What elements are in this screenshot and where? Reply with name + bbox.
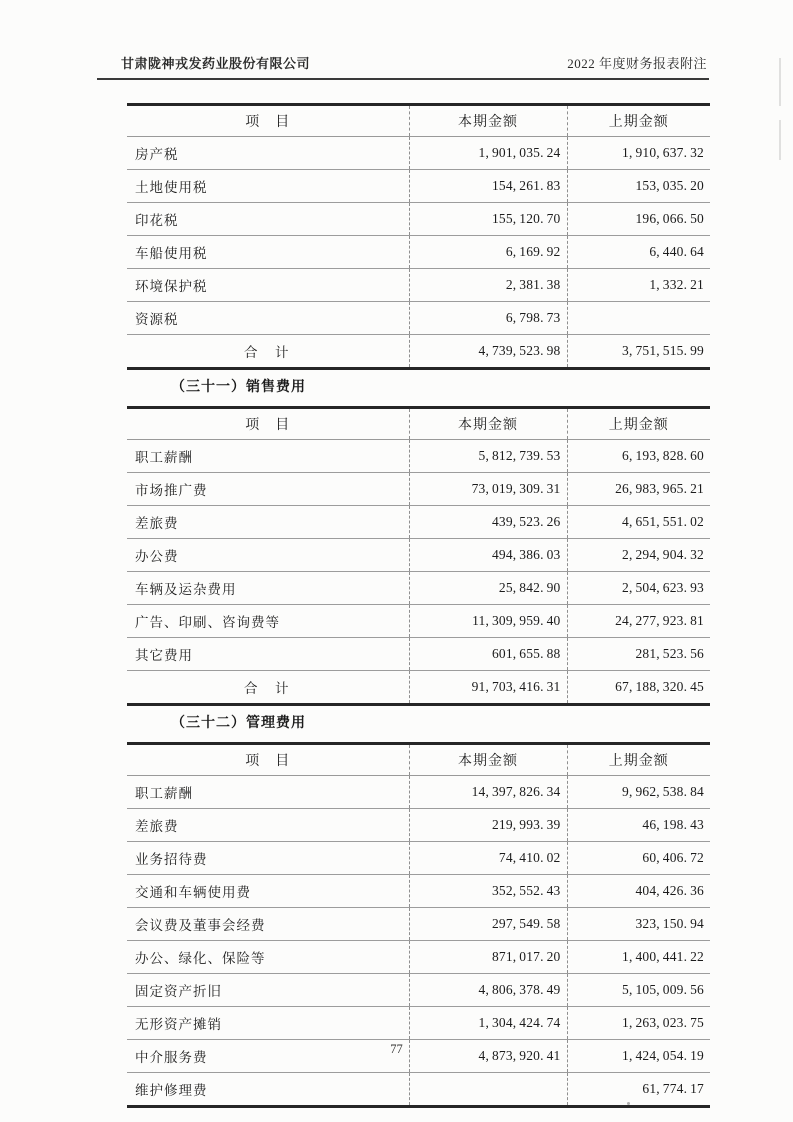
prior-period-amount: 3, 751, 515. 99 [622,343,704,358]
column-header: 本期金额 [409,744,567,776]
column-header: 上期金额 [608,115,669,130]
table-row [127,1073,710,1107]
table-header-row [127,744,710,776]
item-label: 土地使用税 [127,170,409,203]
document-title: 2022 年度财务报表附注 [567,56,707,71]
item-label: 维护修理费 [127,1073,409,1107]
content-area [127,103,710,1108]
scan-artifact [627,1102,630,1105]
prior-period-amount: 9, 962, 538. 84 [622,784,704,799]
prior-period-amount: 1, 424, 054. 19 [622,1048,704,1063]
prior-period-amount: 46, 198. 43 [642,817,704,832]
item-label: 办公费 [127,539,409,572]
current-period-amount: 439, 523. 26 [409,506,567,539]
item-label: 交通和车辆使用费 [127,875,409,908]
table-row [127,974,710,1007]
table-row [127,638,710,671]
total-row [127,671,710,705]
item-label: 车船使用税 [127,236,409,269]
current-period-amount: 219, 993. 39 [409,809,567,842]
prior-period-amount: 67, 188, 320. 45 [615,679,704,694]
item-label: 无形资产摊销 [127,1007,409,1040]
prior-period-amount: 6, 193, 828. 60 [622,448,704,463]
table-row [127,875,710,908]
current-period-amount: 297, 549. 58 [409,908,567,941]
current-period-amount: 1, 901, 035. 24 [409,137,567,170]
table-row [127,203,710,236]
current-period-amount: 494, 386. 03 [409,539,567,572]
current-period-amount: 6, 169. 92 [409,236,567,269]
prior-period-amount [567,302,710,335]
item-label: 会议费及董事会经费 [127,908,409,941]
scan-artifact [779,120,781,160]
prior-period-amount: 1, 263, 023. 75 [622,1015,704,1030]
item-label: 车辆及运杂费用 [127,572,409,605]
current-period-amount: 91, 703, 416. 31 [409,671,567,705]
prior-period-amount: 61, 774. 17 [642,1081,704,1096]
prior-period-amount: 196, 066. 50 [635,211,704,226]
table-header-row [127,105,710,137]
item-label: 差旅费 [127,809,409,842]
table-row [127,1007,710,1040]
item-label: 业务招待费 [127,842,409,875]
table-row [127,776,710,809]
item-label: 市场推广费 [127,473,409,506]
current-period-amount: 6, 798. 73 [409,302,567,335]
item-label: 环境保护税 [127,269,409,302]
current-period-amount: 73, 019, 309. 31 [409,473,567,506]
table-row [127,269,710,302]
item-label: 印花税 [127,203,409,236]
prior-period-amount: 2, 294, 904. 32 [622,547,704,562]
table-row [127,440,710,473]
table-row [127,473,710,506]
current-period-amount: 601, 655. 88 [409,638,567,671]
prior-period-amount: 6, 440. 64 [649,244,704,259]
table-header-row [127,408,710,440]
current-period-amount: 4, 806, 378. 49 [409,974,567,1007]
item-label: 其它费用 [127,638,409,671]
prior-period-amount: 1, 400, 441. 22 [622,949,704,964]
current-period-amount: 5, 812, 739. 53 [409,440,567,473]
prior-period-amount: 4, 651, 551. 02 [622,514,704,529]
current-period-amount: 352, 552. 43 [409,875,567,908]
prior-period-amount: 1, 332. 21 [649,277,704,292]
current-period-amount: 154, 261. 83 [409,170,567,203]
table-row [127,506,710,539]
section-heading: （三十一）销售费用 [171,380,306,395]
page-footer [0,1042,793,1057]
column-header: 本期金额 [409,105,567,137]
table-row [127,605,710,638]
table-row [127,539,710,572]
table-row [127,809,710,842]
current-period-amount: 871, 017. 20 [409,941,567,974]
current-period-amount: 4, 739, 523. 98 [409,335,567,369]
total-row [127,335,710,369]
item-label: 合 计 [127,671,409,705]
item-label: 资源税 [127,302,409,335]
column-header: 项 目 [127,744,409,776]
item-label: 中介服务费 [127,1040,409,1073]
current-period-amount: 1, 304, 424. 74 [409,1007,567,1040]
item-label: 办公、绿化、保险等 [127,941,409,974]
scan-artifact [779,58,781,106]
prior-period-amount: 153, 035. 20 [635,178,704,193]
prior-period-amount: 2, 504, 623. 93 [622,580,704,595]
prior-period-amount: 404, 426. 36 [635,883,704,898]
item-label: 职工薪酬 [127,776,409,809]
table-row [127,572,710,605]
table-row [127,941,710,974]
page-number: 77 [390,1042,403,1056]
table-row [127,908,710,941]
table-row [127,302,710,335]
item-label: 差旅费 [127,506,409,539]
prior-period-amount: 323, 150. 94 [635,916,704,931]
prior-period-amount: 60, 406. 72 [642,850,704,865]
item-label: 职工薪酬 [127,440,409,473]
selling-expenses-table [127,406,710,706]
column-header: 上期金额 [608,754,669,769]
table-row [127,236,710,269]
prior-period-amount: 1, 910, 637. 32 [622,145,704,160]
column-header: 上期金额 [608,418,669,433]
prior-period-amount: 24, 277, 923. 81 [615,613,704,628]
table-row [127,170,710,203]
column-header: 本期金额 [409,408,567,440]
item-label: 房产税 [127,137,409,170]
section-heading: （三十二）管理费用 [171,716,306,731]
prior-period-amount: 26, 983, 965. 21 [615,481,704,496]
current-period-amount: 2, 381. 38 [409,269,567,302]
item-label: 合 计 [127,335,409,369]
table-row [127,137,710,170]
item-label: 固定资产折旧 [127,974,409,1007]
company-name: 甘肃陇神戎发药业股份有限公司 [121,56,311,71]
column-header: 项 目 [127,105,409,137]
page-header [97,53,709,80]
current-period-amount: 11, 309, 959. 40 [409,605,567,638]
taxes-and-surcharges-table [127,103,710,370]
item-label: 广告、印刷、咨询费等 [127,605,409,638]
current-period-amount: 25, 842. 90 [409,572,567,605]
table-row [127,842,710,875]
current-period-amount [409,1073,567,1107]
current-period-amount: 4, 873, 920. 41 [409,1040,567,1073]
current-period-amount: 74, 410. 02 [409,842,567,875]
column-header: 项 目 [127,408,409,440]
current-period-amount: 14, 397, 826. 34 [409,776,567,809]
prior-period-amount: 281, 523. 56 [635,646,704,661]
current-period-amount: 155, 120. 70 [409,203,567,236]
prior-period-amount: 5, 105, 009. 56 [622,982,704,997]
